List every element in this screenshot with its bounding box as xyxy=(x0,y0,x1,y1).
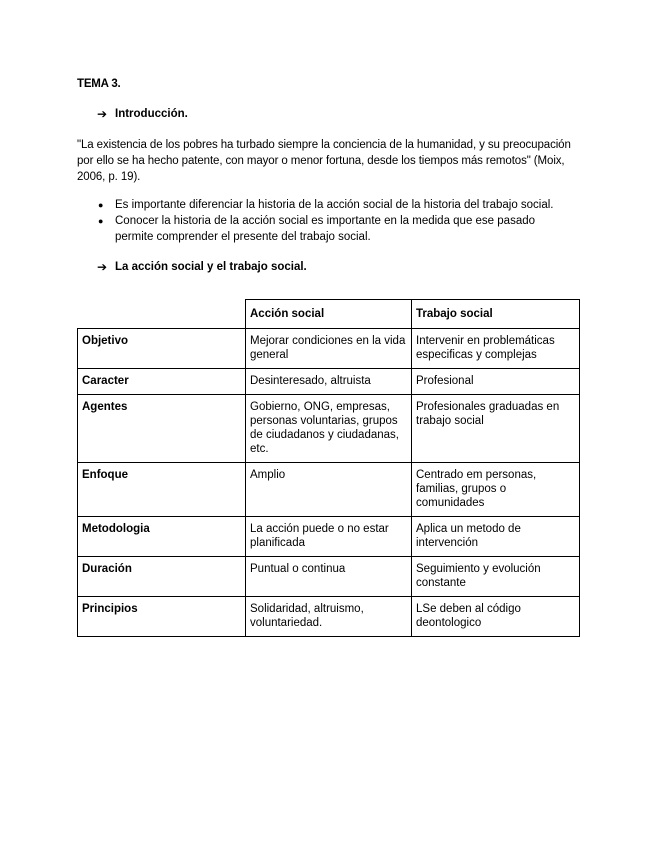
row-label: Enfoque xyxy=(78,463,246,517)
cell-trabajo-social: Profesionales graduadas en trabajo social xyxy=(412,395,580,463)
table-header-row xyxy=(78,300,580,329)
column-header-accion-social: Acción social xyxy=(246,300,412,329)
cell-trabajo-social: Centrado em personas, familias, grupos o comunidades xyxy=(412,463,580,517)
table-row xyxy=(78,557,580,597)
comparison-table xyxy=(77,299,580,637)
table-row xyxy=(78,369,580,395)
row-label: Principios xyxy=(78,597,246,637)
section-heading-label: La acción social y el trabajo social. xyxy=(115,261,307,273)
cell-trabajo-social: Aplica un metodo de intervención xyxy=(412,517,580,557)
cell-trabajo-social: Profesional xyxy=(412,369,580,395)
table-row xyxy=(78,597,580,637)
row-label: Agentes xyxy=(78,395,246,463)
cell-accion-social: Gobierno, ONG, empresas, personas voluntarias, grupos de ciudadanos y ciudadanas, etc. xyxy=(246,395,412,463)
table-row xyxy=(78,329,580,369)
row-label: Caracter xyxy=(78,369,246,395)
quote-paragraph: "La existencia de los pobres ha turbado siempre la conciencia de la humanidad, y su preocupación por ello se ha hecho patente, con mayor o menor fortuna, desde los tiempos más remotos" (Moix, 2006, p. 19). xyxy=(77,139,571,183)
section-heading-introduccion xyxy=(97,106,579,122)
list-item-text: Es importante diferenciar la historia de la acción social de la historia del trabajo social. xyxy=(115,199,554,211)
column-header-trabajo-social: Trabajo social xyxy=(412,300,580,329)
bullet-icon: ● xyxy=(98,216,104,226)
section-heading-accion-social xyxy=(97,259,579,275)
cell-accion-social: Puntual o continua xyxy=(246,557,412,597)
bullet-list xyxy=(77,197,579,245)
document-page xyxy=(77,76,579,637)
cell-accion-social: Amplio xyxy=(246,463,412,517)
table-row xyxy=(78,463,580,517)
cell-accion-social: La acción puede o no estar planificada xyxy=(246,517,412,557)
table-row xyxy=(78,517,580,557)
list-item xyxy=(77,213,575,245)
row-label: Metodologia xyxy=(78,517,246,557)
arrow-icon: ➔ xyxy=(97,107,108,121)
cell-accion-social: Desinteresado, altruista xyxy=(246,369,412,395)
list-item xyxy=(77,197,575,213)
cell-accion-social: Solidaridad, altruismo, voluntariedad. xyxy=(246,597,412,637)
section-heading-label: Introducción. xyxy=(115,108,188,120)
table-corner-cell xyxy=(78,300,246,329)
row-label: Duración xyxy=(78,557,246,597)
row-label: Objetivo xyxy=(78,329,246,369)
cell-trabajo-social: LSe deben al código deontologico xyxy=(412,597,580,637)
bullet-icon: ● xyxy=(98,200,104,210)
table-row xyxy=(78,395,580,463)
document-title: TEMA 3. xyxy=(77,78,121,90)
cell-trabajo-social: Seguimiento y evolución constante xyxy=(412,557,580,597)
list-item-text: Conocer la historia de la acción social es importante en la medida que ese pasado permite comprender el presente del trabajo social. xyxy=(115,215,536,243)
arrow-icon: ➔ xyxy=(97,260,108,274)
cell-trabajo-social: Intervenir en problemáticas especificas y complejas xyxy=(412,329,580,369)
cell-accion-social: Mejorar condiciones en la vida general xyxy=(246,329,412,369)
